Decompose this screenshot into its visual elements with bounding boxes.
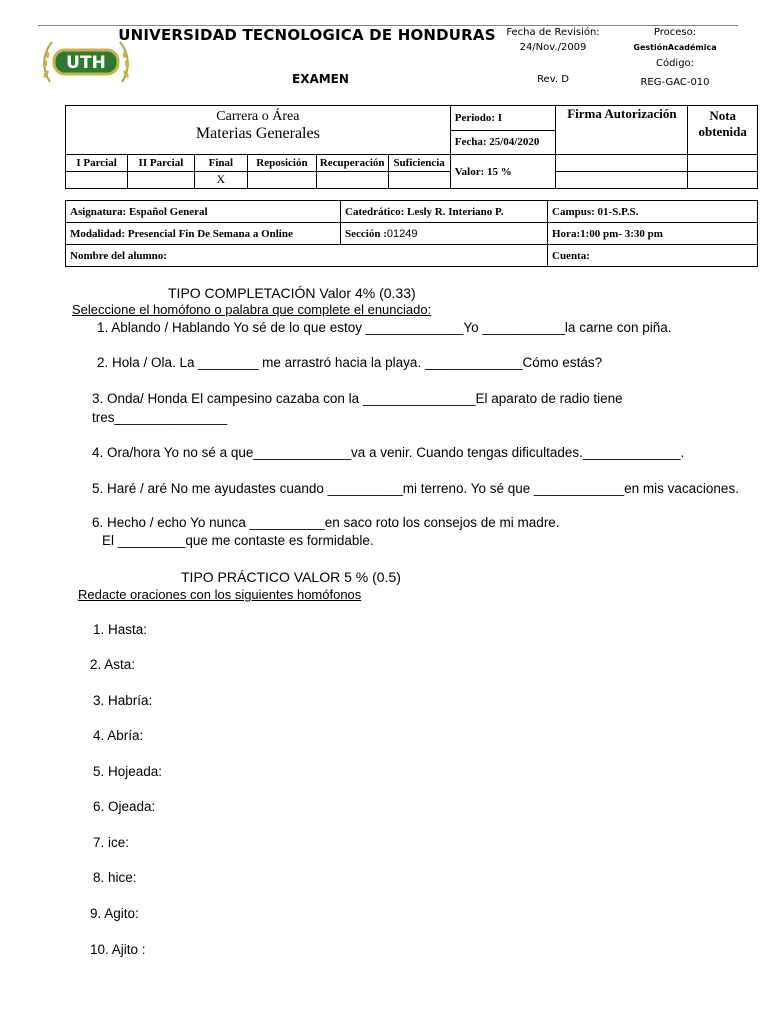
hora: Hora:1:00 pm- 3:30 pm xyxy=(548,223,758,245)
exam-type-5: Recuperación xyxy=(316,155,388,172)
exam-type-1: I Parcial xyxy=(66,155,128,172)
logo-text: UTH xyxy=(66,53,106,73)
completion-item-3: 3. Onda/ Honda El campesino cazaba con la _______________El aparato de radio tiene xyxy=(92,391,623,406)
nombre-alumno: Nombre del alumno: xyxy=(66,245,548,267)
section2-title: TIPO PRÁCTICO VALOR 5 % (0.5) xyxy=(181,569,401,585)
completion-item-6-cont: El _________que me contaste es formidable. xyxy=(102,533,374,548)
practice-item-5: 5. Hojeada: xyxy=(93,764,163,779)
exam-type-3: Final xyxy=(194,155,247,172)
completion-item-2: 2. Hola / Ola. La ________ me arrastró hacia la playa. _____________Cómo estás? xyxy=(97,355,603,370)
cuenta: Cuenta: xyxy=(548,245,758,267)
career-cell xyxy=(66,106,451,155)
firma-cell-2 xyxy=(556,172,688,189)
campus: Campus: 01-S.P.S. xyxy=(548,201,758,223)
career-value: Materias Generales xyxy=(195,125,320,142)
process-label: Proceso: xyxy=(653,27,697,38)
practice-item-6: 6. Ojeada: xyxy=(93,799,156,814)
nota-cell-2 xyxy=(688,172,758,189)
firma-cell xyxy=(556,155,688,172)
practice-item-7: 7. ice: xyxy=(93,835,130,850)
exam-type-4: Reposición xyxy=(248,155,317,172)
asignatura: Asignatura: Español General xyxy=(66,201,341,223)
modalidad: Modalidad: Presencial Fin De Semana a Online xyxy=(66,223,341,245)
exam-mark-final: X xyxy=(194,172,247,189)
exam-title: EXAMEN xyxy=(292,72,349,86)
exam-mark-1 xyxy=(66,172,128,189)
code-value: REG-GAC-010 xyxy=(640,77,710,88)
completion-item-3-cont: tres_______________ xyxy=(92,410,228,425)
firma-header: Firma Autorización xyxy=(556,106,688,155)
fecha: Fecha: 25/04/2020 xyxy=(454,136,540,148)
section1-title: TIPO COMPLETACIÓN Valor 4% (0.33) xyxy=(168,285,416,301)
exam-mark-5 xyxy=(316,172,388,189)
practice-item-9: 9. Agito: xyxy=(90,906,139,921)
practice-item-10: 10. Ajito : xyxy=(90,942,146,957)
course-table xyxy=(65,200,758,267)
completion-item-4: 4. Ora/hora Yo no sé a que_____________va a venir. Cuando tengas dificultades._____________. xyxy=(92,445,685,460)
nota-header: Nota obtenida xyxy=(688,106,758,155)
seccion-value: 01249 xyxy=(386,227,418,240)
revision-label: Fecha de Revisión: xyxy=(506,27,600,38)
career-label: Carrera o Área xyxy=(216,109,300,124)
exam-mark-4 xyxy=(248,172,317,189)
exam-type-6: Suficiencia xyxy=(388,155,450,172)
exam-mark-2 xyxy=(128,172,195,189)
revision-code: Rev. D xyxy=(537,74,569,85)
section1-instruction: Seleccione el homófono o palabra que complete el enunciado: xyxy=(72,302,432,317)
practice-item-3: 3. Habría: xyxy=(93,693,153,708)
catedratico: Catedrático: Lesly R. Interiano P. xyxy=(341,201,548,223)
practice-item-1: 1. Hasta: xyxy=(93,622,148,637)
university-name: UNIVERSIDAD TECNOLOGICA DE HONDURAS xyxy=(118,26,496,44)
revision-date: 24/Nov./2009 xyxy=(519,42,587,53)
exam-info-table xyxy=(65,105,758,189)
practice-item-2: 2. Asta: xyxy=(90,657,136,672)
valor: Valor: 15 % xyxy=(450,155,556,189)
practice-item-8: 8. hice: xyxy=(93,870,137,885)
exam-type-2: II Parcial xyxy=(128,155,195,172)
completion-item-5: 5. Haré / aré No me ayudastes cuando __________mi terreno. Yo sé que ____________en mis vacaciones. xyxy=(92,481,739,496)
exam-mark-6 xyxy=(388,172,450,189)
nota-cell xyxy=(688,155,758,172)
completion-item-6: 6. Hecho / echo Yo nunca __________en saco roto los consejos de mi madre. xyxy=(92,515,560,530)
completion-item-1: 1. Ablando / Hablando Yo sé de lo que estoy _____________Yo ___________la carne con piña. xyxy=(97,320,672,335)
period-date-cell xyxy=(450,106,556,155)
practice-item-4: 4. Abría: xyxy=(93,728,144,743)
process-value: GestiónAcadémica xyxy=(633,43,717,52)
periodo: Periodo: I xyxy=(451,106,556,131)
seccion-label: Sección : xyxy=(345,227,387,240)
seccion-cell xyxy=(341,223,548,245)
code-label: Código: xyxy=(655,58,695,69)
section2-instruction: Redacte oraciones con los siguientes homófonos xyxy=(78,587,362,602)
